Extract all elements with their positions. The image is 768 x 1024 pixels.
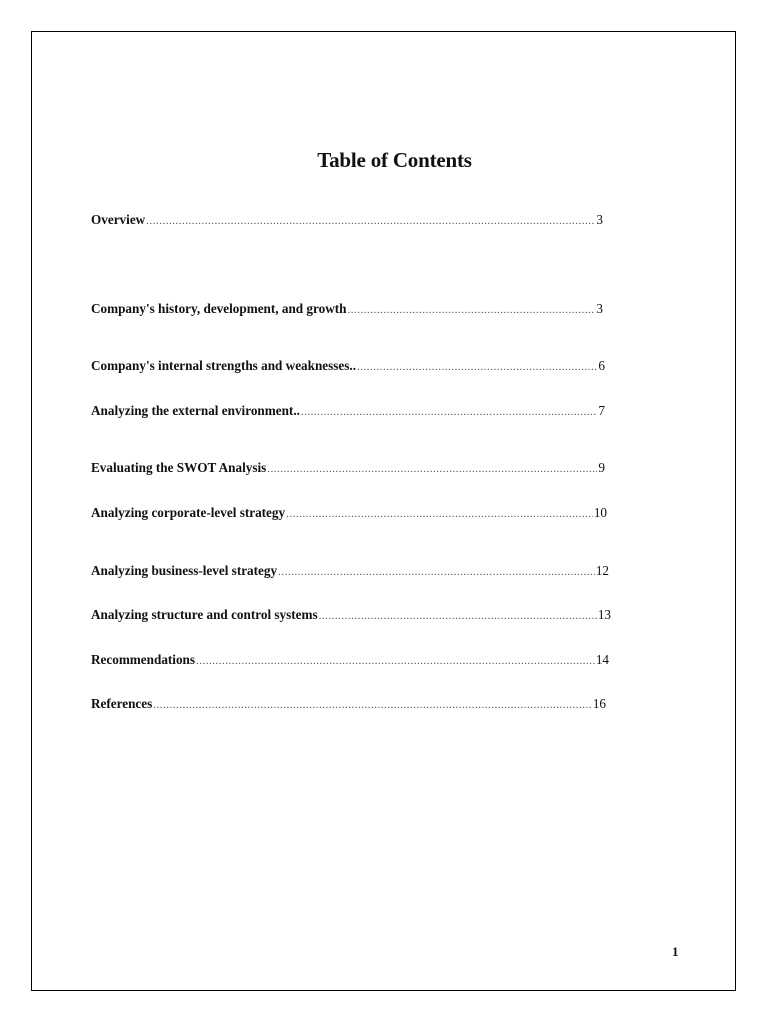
toc-leader xyxy=(153,700,592,711)
toc-entry-page: 9 xyxy=(598,460,605,475)
toc-entry-page: 10 xyxy=(593,505,607,520)
toc-entry-label: Company's history, development, and growth xyxy=(91,301,347,316)
toc-leader xyxy=(196,656,595,667)
toc-leader xyxy=(301,407,597,418)
toc-entry-page: 3 xyxy=(596,212,603,227)
toc-entry-label: Overview xyxy=(91,212,146,227)
toc-entry-page: 13 xyxy=(597,607,611,622)
toc-entry-page: 3 xyxy=(596,301,603,316)
toc-entry[interactable] xyxy=(91,358,605,376)
toc-entry-page: 6 xyxy=(598,358,605,373)
toc-leader xyxy=(267,464,597,475)
toc-leader xyxy=(286,509,593,520)
toc-leader xyxy=(319,611,597,622)
toc-leader xyxy=(347,305,595,316)
toc-entry-label: Analyzing corporate-level strategy xyxy=(91,505,286,520)
toc-entry-page: 7 xyxy=(598,403,605,418)
toc-entry-page: 16 xyxy=(592,696,606,711)
toc-entry-page: 14 xyxy=(595,652,609,667)
toc-entry[interactable] xyxy=(91,652,609,670)
toc-entry-label: Recommendations xyxy=(91,652,196,667)
toc-entry[interactable] xyxy=(91,696,606,714)
toc-entry-page: 12 xyxy=(595,563,609,578)
toc-entry-label: Analyzing business-level strategy xyxy=(91,563,278,578)
toc-entry[interactable] xyxy=(91,607,611,625)
toc-leader xyxy=(357,362,597,373)
toc-entry[interactable] xyxy=(91,460,605,478)
toc-entry-label: Analyzing the external environment.. xyxy=(91,403,300,418)
toc-entry-label: References xyxy=(91,696,153,711)
toc-title: Table of Contents xyxy=(317,148,472,172)
toc-entry-label: Company's internal strengths and weaknesses.. xyxy=(91,358,357,373)
toc-leader xyxy=(146,216,595,227)
toc-entry[interactable] xyxy=(91,301,603,319)
toc-leader xyxy=(278,567,595,578)
toc-entry[interactable] xyxy=(91,212,603,230)
toc-entry-label: Evaluating the SWOT Analysis xyxy=(91,460,267,475)
toc-entry-label: Analyzing structure and control systems xyxy=(91,607,318,622)
toc-entry[interactable] xyxy=(91,563,609,581)
toc-entry[interactable] xyxy=(91,403,605,421)
page-number: 1 xyxy=(672,944,679,959)
document-page xyxy=(31,31,736,991)
toc-entry[interactable] xyxy=(91,505,607,523)
